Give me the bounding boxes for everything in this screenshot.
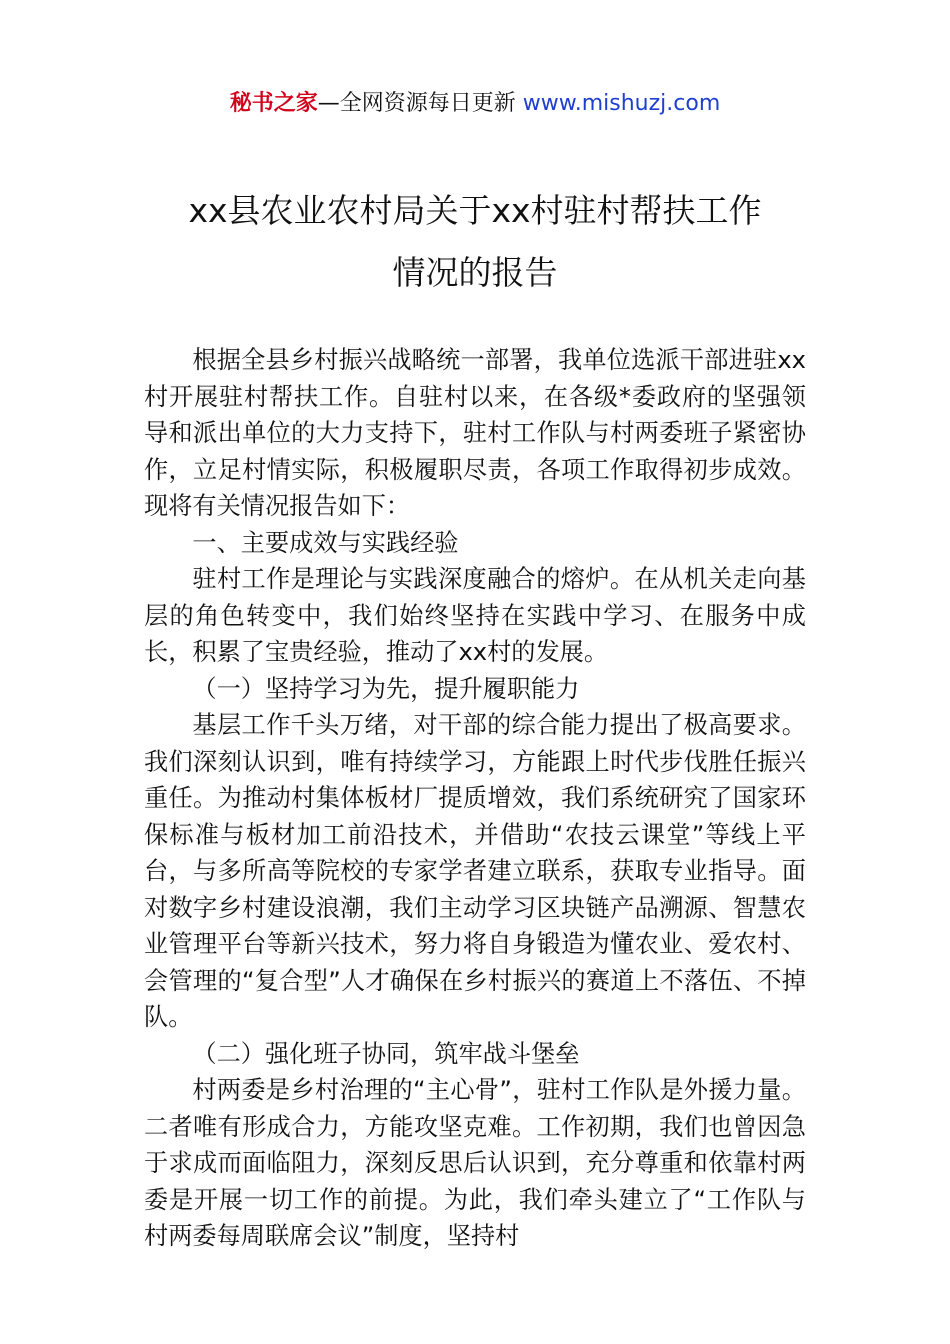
subsection-paragraph: 村两委是乡村治理的“主心骨”，驻村工作队是外援力量。二者唯有形成合力，方能攻坚克难。工作初期，我们也曾因急于求成而面临阻力，深刻反思后认识到，充分尊重和依靠村两委是开展一切工作的前提。为此，我们牵头建立了“工作队与村两委每周联席会议”制度，坚持村 — [144, 1076, 806, 1250]
site-header — [0, 88, 950, 120]
site-url-link[interactable]: www.mishuzj.com — [522, 91, 721, 116]
subsection-heading: （一）坚持学习为先，提升履职能力 — [192, 674, 580, 703]
subsection-heading: （二）强化班子协同，筑牢战斗堡垒 — [192, 1039, 580, 1068]
section-heading: 一、主要成效与实践经验 — [192, 528, 459, 557]
site-brand: 秘书之家 — [229, 91, 318, 116]
subsection-paragraph: 基层工作千头万绪，对干部的综合能力提出了极高要求。我们深刻认识到，唯有持续学习，方能跟上时代步伐胜任振兴重任。为推动村集体板材厂提质增效，我们系统研究了国家环保标准与板材加工前沿技术，并借助“农技云课堂”等线上平台，与多所高等院校的专家学者建立联系，获取专业指导。面对数字乡村建设浪潮，我们主动学习区块链产品溯源、智慧农业管理平台等新兴技术，努力将自身锻造为懂农业、爱农村、会管理的“复合型”人才确保在乡村振兴的赛道上不落伍、不掉队。 — [144, 711, 806, 1031]
title-line-2: 情况的报告 — [392, 253, 558, 292]
intro-paragraph: 根据全县乡村振兴战略统一部署，我单位选派干部进驻xx村开展驻村帮扶工作。自驻村以来，在各级*委政府的坚强领导和派出单位的大力支持下，驻村工作队与村两委班子紧密协作，立足村情实际，积极履职尽责，各项工作取得初步成效。现将有关情况报告如下： — [144, 346, 806, 520]
section-paragraph: 驻村工作是理论与实践深度融合的熔炉。在从机关走向基层的角色转变中，我们始终坚持在实践中学习、在服务中成长，积累了宝贵经验，推动了xx村的发展。 — [144, 565, 806, 666]
document-title — [0, 180, 950, 304]
site-tagline: —全网资源每日更新 — [317, 91, 523, 116]
title-line-1: xx县农业农村局关于xx村驻村帮扶工作 — [188, 191, 762, 230]
document-body — [144, 342, 806, 1255]
